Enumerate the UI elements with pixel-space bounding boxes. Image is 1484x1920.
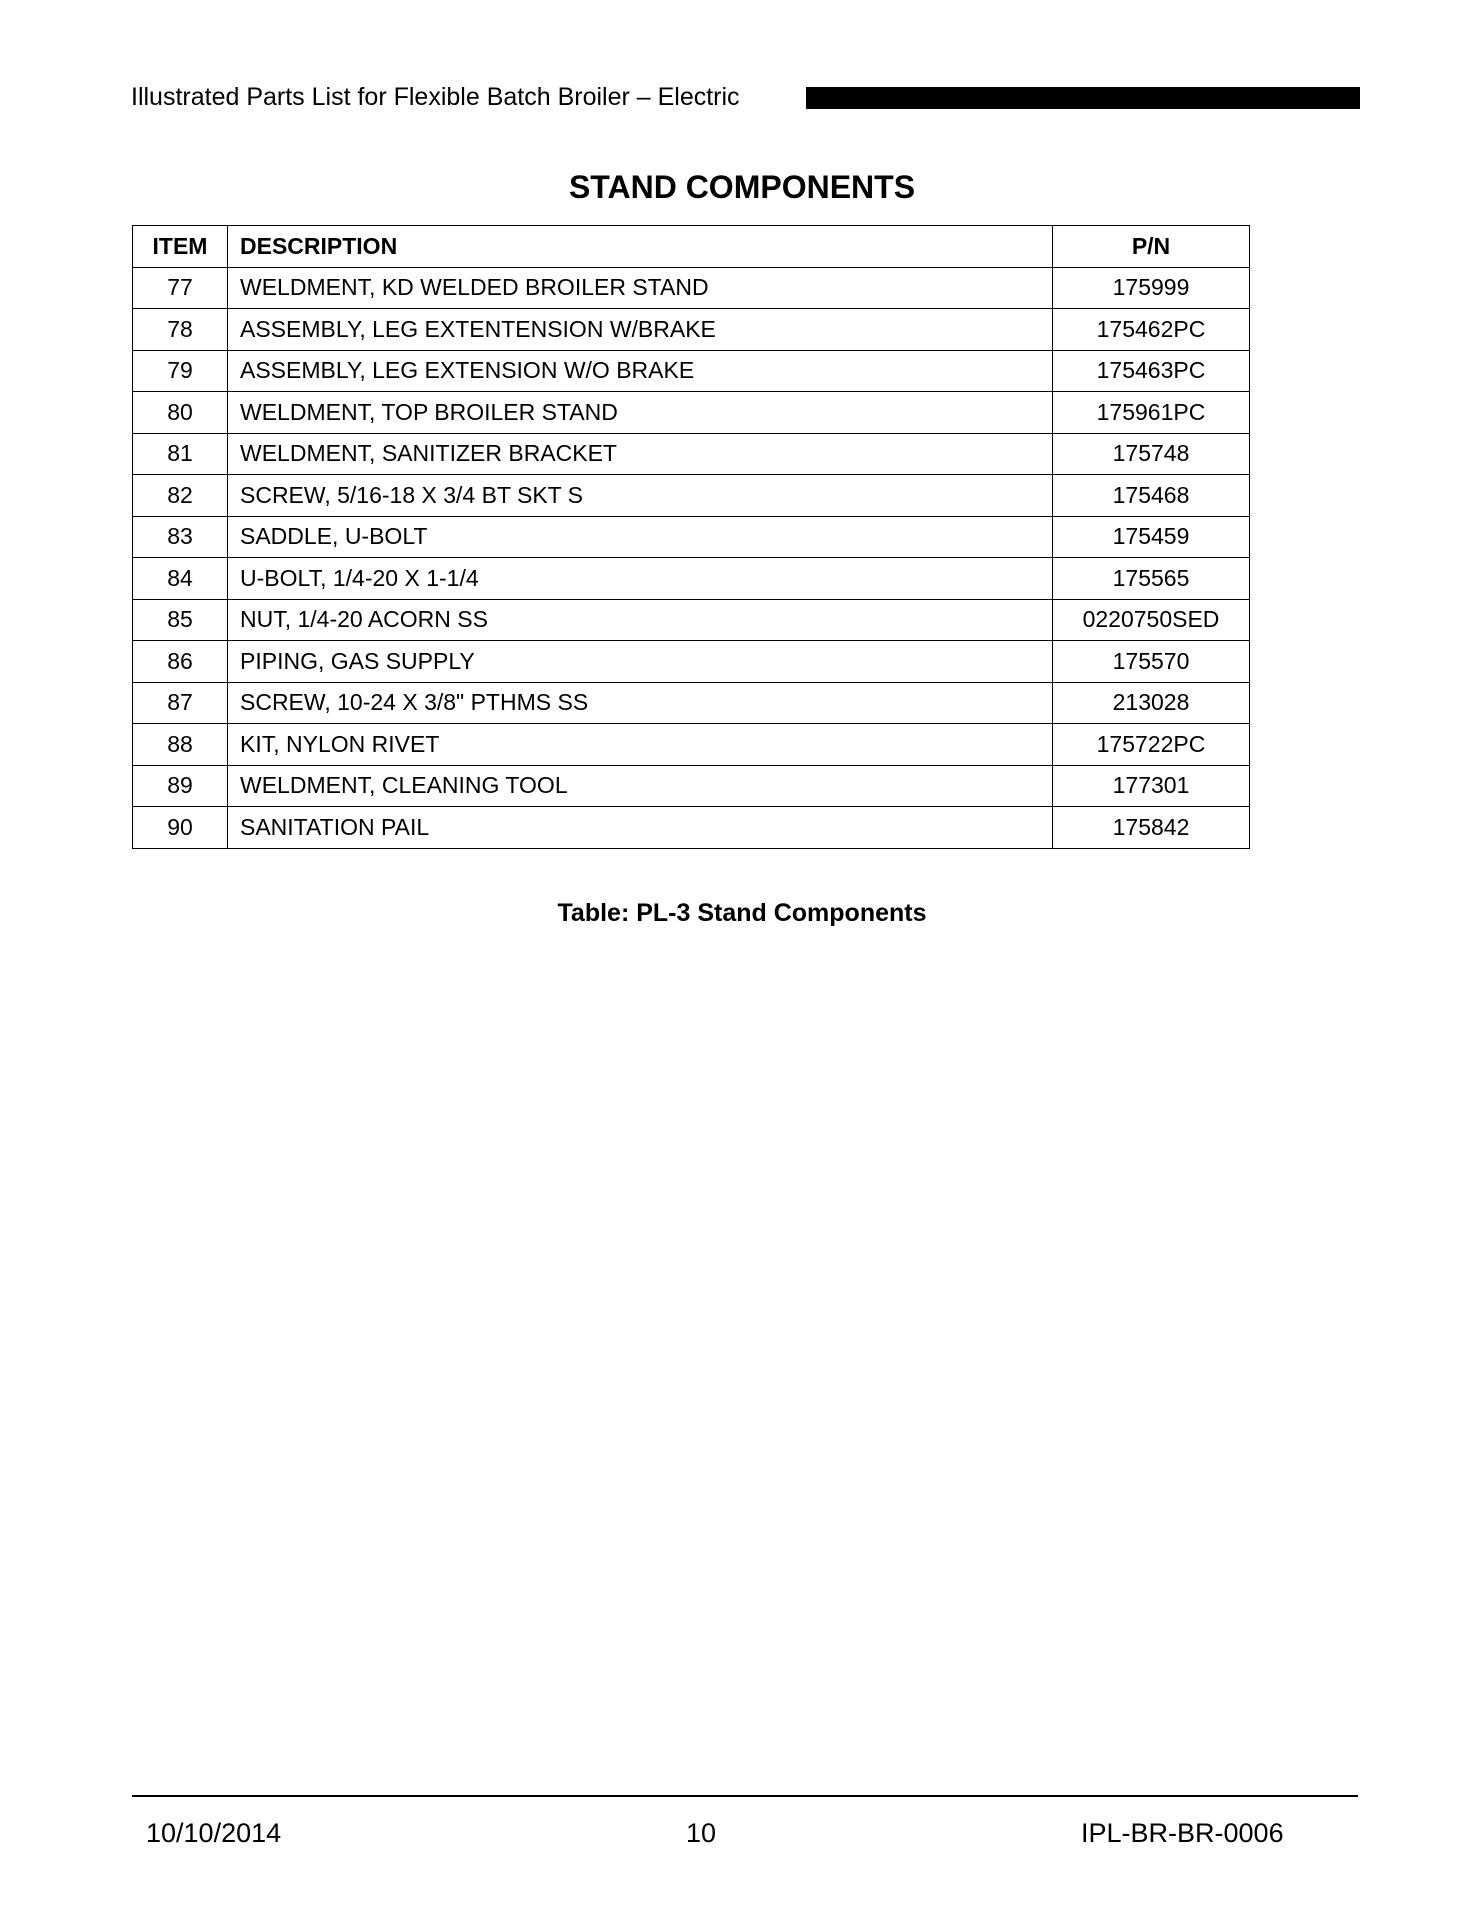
header-title: Illustrated Parts List for Flexible Batch Broiler – Electric xyxy=(131,83,740,111)
part-number: 0220750SED xyxy=(1053,599,1250,641)
table-caption: Table: PL-3 Stand Components xyxy=(557,899,927,927)
table-row xyxy=(133,807,1250,849)
part-description: SADDLE, U-BOLT xyxy=(228,516,1053,558)
item-number: 90 xyxy=(133,807,228,849)
part-number: 175999 xyxy=(1053,267,1250,309)
part-number: 213028 xyxy=(1053,682,1250,724)
part-description: SCREW, 5/16-18 X 3/4 BT SKT S xyxy=(228,475,1053,517)
table-row xyxy=(133,350,1250,392)
table-row xyxy=(133,765,1250,807)
table-row xyxy=(133,516,1250,558)
item-number: 87 xyxy=(133,682,228,724)
column-header-description: DESCRIPTION xyxy=(228,226,1053,268)
part-number: 175570 xyxy=(1053,641,1250,683)
part-description: NUT, 1/4-20 ACORN SS xyxy=(228,599,1053,641)
item-number: 80 xyxy=(133,392,228,434)
item-number: 85 xyxy=(133,599,228,641)
item-number: 81 xyxy=(133,433,228,475)
table-row xyxy=(133,599,1250,641)
table-row xyxy=(133,309,1250,351)
part-number: 175462PC xyxy=(1053,309,1250,351)
part-description: WELDMENT, TOP BROILER STAND xyxy=(228,392,1053,434)
part-description: PIPING, GAS SUPPLY xyxy=(228,641,1053,683)
item-number: 84 xyxy=(133,558,228,600)
footer-date: 10/10/2014 xyxy=(146,1818,282,1848)
table-row xyxy=(133,392,1250,434)
parts-table xyxy=(132,225,1250,849)
column-header-pn: P/N xyxy=(1053,226,1250,268)
part-number: 175722PC xyxy=(1053,724,1250,766)
part-description: WELDMENT, SANITIZER BRACKET xyxy=(228,433,1053,475)
item-number: 83 xyxy=(133,516,228,558)
page-number: 10 xyxy=(686,1818,717,1848)
item-number: 89 xyxy=(133,765,228,807)
table-row xyxy=(133,641,1250,683)
part-number: 175748 xyxy=(1053,433,1250,475)
part-number: 175565 xyxy=(1053,558,1250,600)
table-row xyxy=(133,682,1250,724)
part-number: 175459 xyxy=(1053,516,1250,558)
item-number: 88 xyxy=(133,724,228,766)
section-title: STAND COMPONENTS xyxy=(568,169,916,205)
item-number: 79 xyxy=(133,350,228,392)
footer-rule xyxy=(132,1795,1358,1797)
header-bar xyxy=(806,87,1360,109)
part-description: U-BOLT, 1/4-20 X 1-1/4 xyxy=(228,558,1053,600)
table-row xyxy=(133,475,1250,517)
part-description: KIT, NYLON RIVET xyxy=(228,724,1053,766)
item-number: 82 xyxy=(133,475,228,517)
item-number: 78 xyxy=(133,309,228,351)
item-number: 86 xyxy=(133,641,228,683)
table-row xyxy=(133,433,1250,475)
part-number: 175463PC xyxy=(1053,350,1250,392)
part-number: 175468 xyxy=(1053,475,1250,517)
part-description: ASSEMBLY, LEG EXTENSION W/O BRAKE xyxy=(228,350,1053,392)
table-row xyxy=(133,724,1250,766)
table-row xyxy=(133,267,1250,309)
part-number: 175842 xyxy=(1053,807,1250,849)
part-number: 177301 xyxy=(1053,765,1250,807)
item-number: 77 xyxy=(133,267,228,309)
part-description: SANITATION PAIL xyxy=(228,807,1053,849)
part-number: 175961PC xyxy=(1053,392,1250,434)
part-description: ASSEMBLY, LEG EXTENTENSION W/BRAKE xyxy=(228,309,1053,351)
part-description: WELDMENT, KD WELDED BROILER STAND xyxy=(228,267,1053,309)
table-header-row xyxy=(133,226,1250,268)
part-description: SCREW, 10-24 X 3/8" PTHMS SS xyxy=(228,682,1053,724)
column-header-item: ITEM xyxy=(133,226,228,268)
table-row xyxy=(133,558,1250,600)
part-description: WELDMENT, CLEANING TOOL xyxy=(228,765,1053,807)
document-id: IPL-BR-BR-0006 xyxy=(1081,1818,1284,1848)
